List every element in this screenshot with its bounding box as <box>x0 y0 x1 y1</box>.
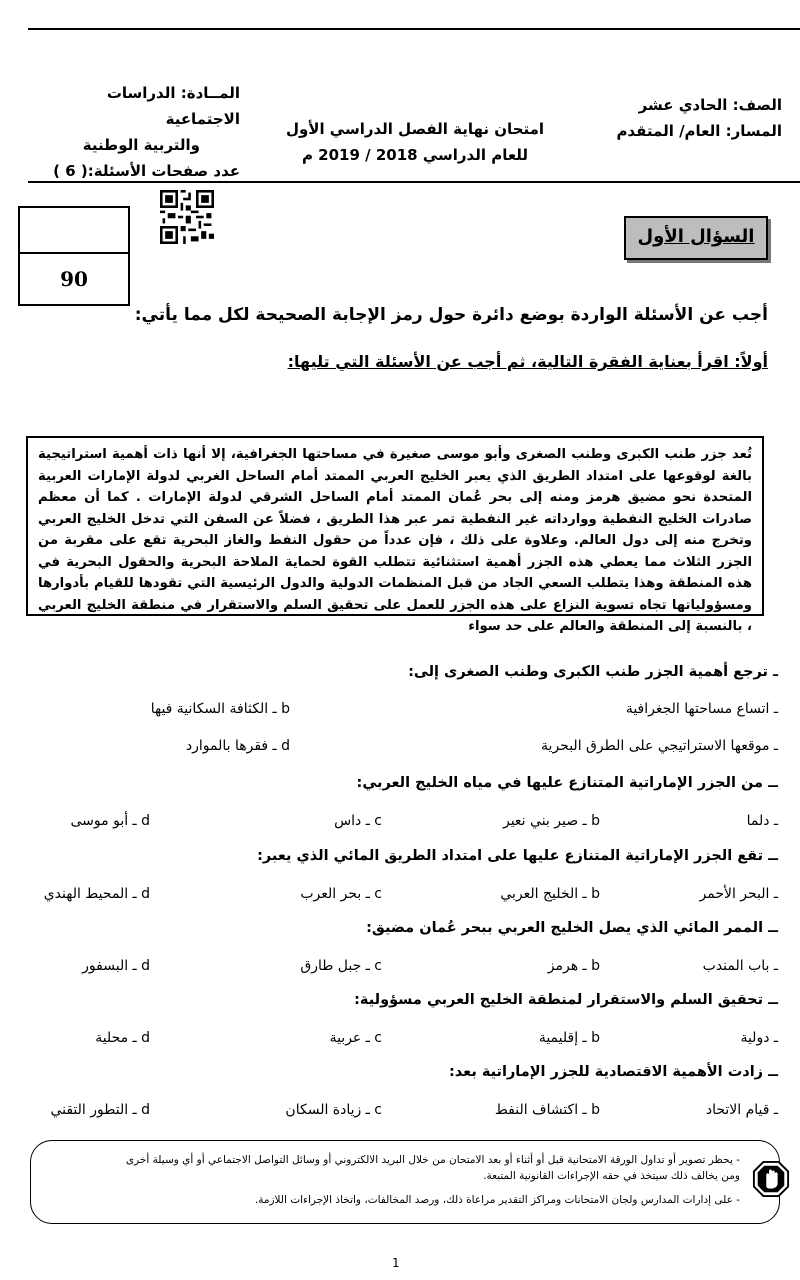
question-1-option-c[interactable]: ـ موقعها الاستراتيجي على الطرق البحرية <box>541 738 778 754</box>
question-4-option-a[interactable]: ـ باب المندب <box>702 958 778 974</box>
question-5-option-a[interactable]: ـ دولية <box>740 1030 778 1046</box>
score-box <box>18 206 130 306</box>
question-4-option-c[interactable]: c ـ جبل طارق <box>300 958 382 974</box>
question-2-option-b[interactable]: b ـ صير بني نعير <box>502 813 600 829</box>
question-6-stem: ــ زادت الأهمية الاقتصادية للجزر الإماراتية بعد: <box>448 1064 778 1080</box>
question-1-option-b[interactable]: b ـ الكثافة السكانية فيها <box>150 701 290 717</box>
page-number: 1 <box>392 1256 400 1270</box>
question-3-stem: ــ تقع الجزر الإماراتية المتنازع عليها على امتداد الطريق المائي الذي يعبر: <box>257 848 778 864</box>
question-2-option-d[interactable]: d ـ أبو موسى <box>70 813 150 829</box>
question-6-option-d[interactable]: d ـ التطور التقني <box>50 1102 150 1118</box>
question-3-option-c[interactable]: c ـ بحر العرب <box>300 886 382 902</box>
header-rule <box>28 181 800 183</box>
question-2-option-c[interactable]: c ـ داس <box>334 813 382 829</box>
question-1-option-d[interactable]: d ـ فقرها بالموارد <box>185 738 290 754</box>
question-2-stem: ــ من الجزر الإماراتية المتنازع عليها في مياه الخليج العربي: <box>356 775 778 791</box>
footer-line-2: ومن يخالف ذلك سيتخذ في حقه الإجراءات القانونية المتبعة. <box>483 1170 740 1182</box>
question-2-option-a[interactable]: ـ دلما <box>746 813 778 829</box>
exam-title-block <box>250 116 580 168</box>
question-6-option-c[interactable]: c ـ زيادة السكان <box>285 1102 382 1118</box>
footer-line-1: - يحظر تصوير أو تداول الورقة الامتحانية قبل أو أثناء أو بعد الامتحان من خلال البريد الالكتروني أو وسائل التواصل الاجتماعي أو أي وسيلة أخرى <box>125 1154 740 1166</box>
pages-count: عدد صفحات الأسئلة:( 6 ) <box>53 162 240 180</box>
question-3-option-a[interactable]: ـ البحر الأحمر <box>699 886 778 902</box>
question-5-option-d[interactable]: d ـ محلية <box>95 1030 150 1046</box>
question-5-stem: ــ تحقيق السلم والاستقرار لمنطقة الخليج العربي مسؤولية: <box>354 992 778 1008</box>
question-1-option-a[interactable]: ـ اتساع مساحتها الجغرافية <box>625 701 778 717</box>
question-1-stem: ـ ترجع أهمية الجزر طنب الكبرى وطنب الصغرى إلى: <box>408 664 778 680</box>
reading-passage: تُعد جزر طنب الكبرى وطنب الصغرى وأبو موسى صغيرة في مساحتها الجغرافية، إلا أنها ذات أهمية استراتيجية بالغة لوقوعها على امتداد الطريق الذي يعبر الخليج العربي الممتد أمام الساحل الغربي لدولة الإمارات العربية المتحدة نحو مضيق هرمز ومنه إلى بحر عُمان الممتد أمام الساحل الشرقي لدولة الإمارات . كما أن معظم صادرات الخليج النفطية ووارداته غير النفطية تمر عبر هذا الطريق ، فضلاً عن السفن التي تدخل الخليج العربي وتخرج منه إلى دول العالم. وعلاوة على ذلك ، فإن عدداً من حقول النفط والغاز البحرية تقع على مقربة من الجزر الثلاث مما يعطي هذه الجزر أهمية استثنائية تتطلب القوة لحماية الملاحة البحرية والحقول البحرية في هذه المنطقة وهذا يتطلب السعي الجاد من قبل المنظمات الدولية والدول الرئيسية التي تقودها للقيام بأدوارها ومسؤولياتها تجاه تسوية النزاع على هذه الجزر للعمل على تحقيق السلم والاستقرار في منطقة الخليج العربي ، بالنسبة إلى المنطقة والعالم على حد سواء <box>26 436 764 616</box>
exam-title: امتحان نهاية الفصل الدراسي الأول <box>285 120 545 138</box>
score-box-blank <box>20 208 128 254</box>
grade-track-block <box>552 92 782 144</box>
track-label: المسار: العام/ المتقدم <box>616 122 782 140</box>
qr-code-icon <box>160 190 214 244</box>
question-3-option-b[interactable]: b ـ الخليج العربي <box>500 886 600 902</box>
footer-line-3: - على إدارات المدارس ولجان الامتحانات ومراكز التقدير مراعاة ذلك، ورصد المخالفات، واتخاذ الإجراءات اللازمة. <box>254 1194 740 1206</box>
question-4-option-d[interactable]: d ـ البسفور <box>82 958 150 974</box>
question-5-option-c[interactable]: c ـ عربية <box>329 1030 382 1046</box>
top-rule <box>28 28 800 30</box>
question-6-option-b[interactable]: b ـ اكتشاف النفط <box>494 1102 600 1118</box>
subject-block <box>30 80 240 184</box>
instruction: أجب عن الأسئلة الواردة بوضع دائرة حول رمز الإجابة الصحيحة لكل مما يأتي: <box>134 305 768 325</box>
question-5-option-b[interactable]: b ـ إقليمية <box>538 1030 600 1046</box>
academic-year: للعام الدراسي 2018 / 2019 م <box>301 146 529 164</box>
question-4-option-b[interactable]: b ـ هرمز <box>547 958 600 974</box>
section-title: السؤال الأول <box>624 216 768 260</box>
grade-label: الصف: الحادي عشر <box>638 96 782 114</box>
passage-heading: أولاً: اقرأ بعناية الفقرة التالية، ثم أجب عن الأسئلة التي تليها: <box>287 352 768 371</box>
subject-line2: والتربية الوطنية <box>82 136 200 154</box>
question-6-option-a[interactable]: ـ قيام الاتحاد <box>705 1102 778 1118</box>
score-value: 90 <box>60 267 88 291</box>
question-4-stem: ــ الممر المائي الذي يصل الخليج العربي ببحر عُمان مضيق: <box>366 920 778 936</box>
subject-line1: المــادة: الدراسات الاجتماعية <box>106 84 240 128</box>
stop-hand-icon <box>752 1160 790 1198</box>
question-3-option-d[interactable]: d ـ المحيط الهندي <box>43 886 150 902</box>
